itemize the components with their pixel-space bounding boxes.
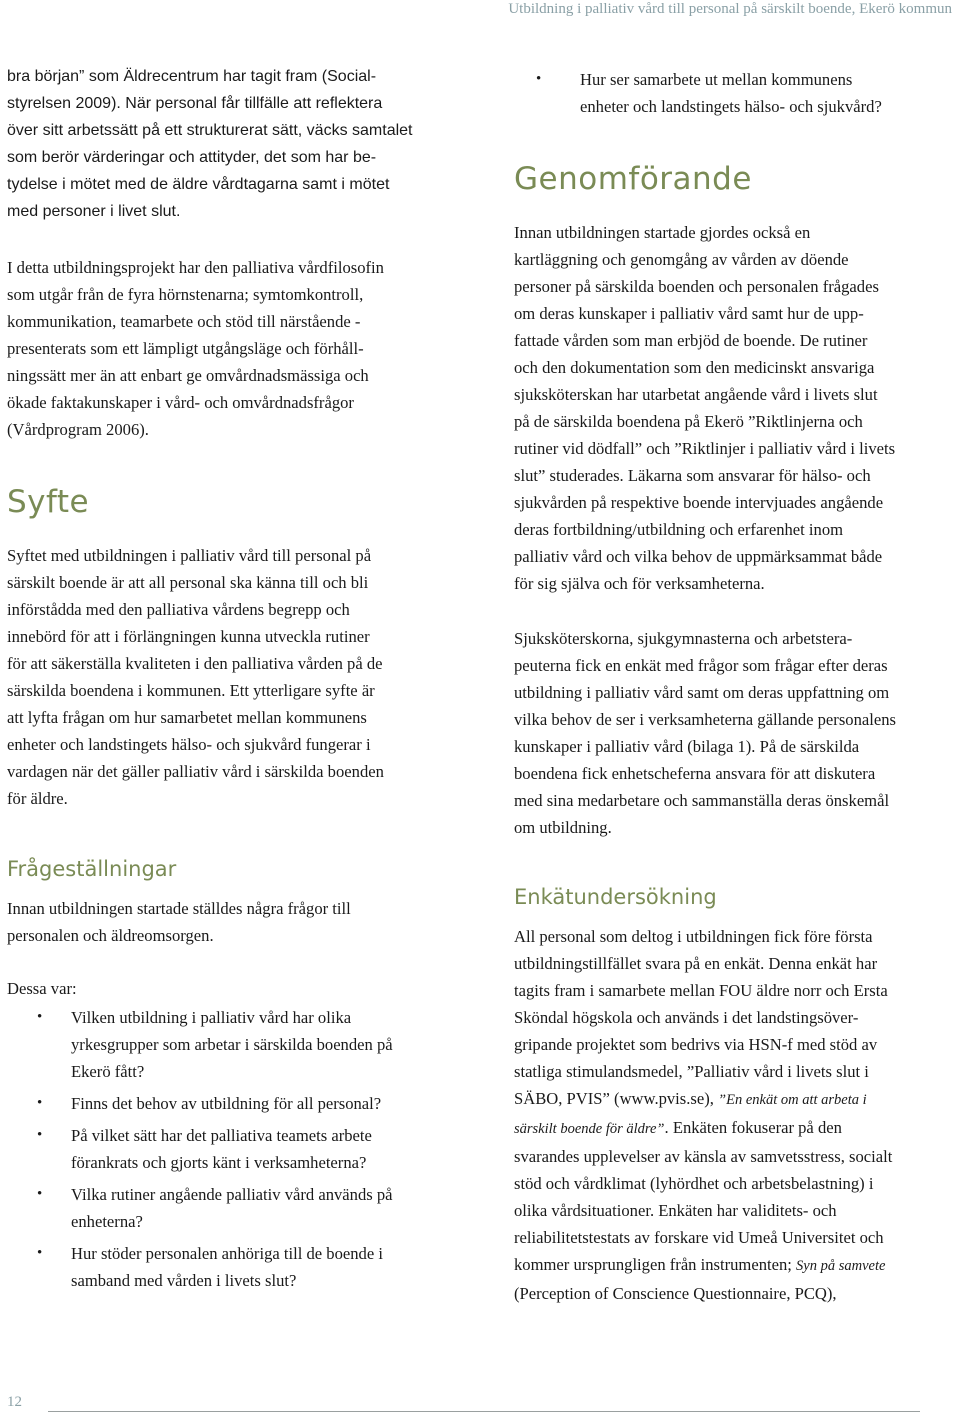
bullet-icon: • bbox=[37, 1009, 43, 1025]
text-line: Syftet med utbildningen i palliativ vård till personal på bbox=[7, 546, 372, 565]
text-line: utbildning i palliativ vård samt om deras uppfattning om bbox=[514, 683, 890, 702]
list-item bbox=[7, 1122, 452, 1176]
text-line: att lyfta frågan om hur samarbetet mellan kommunens bbox=[7, 708, 367, 727]
question-list-continued bbox=[514, 66, 954, 120]
text-line: på de särskilda boendena på Ekerö ”Riktlinjerna och bbox=[514, 412, 863, 431]
bullet-icon: • bbox=[536, 71, 542, 87]
text-line: enheterna? bbox=[71, 1212, 143, 1231]
list-item bbox=[514, 66, 954, 120]
philosophy-paragraph bbox=[7, 254, 452, 443]
text-line bbox=[514, 1085, 954, 1114]
list-item bbox=[7, 1181, 452, 1235]
text-line: deras fortbildning/utbildning och erfarenhet inom bbox=[514, 520, 844, 539]
text-line: Vilka rutiner angående palliativ vård används på bbox=[71, 1185, 393, 1204]
text-line: vardagen när det gäller palliativ vård i särskilda boenden bbox=[7, 762, 384, 781]
text-line: (Vårdprogram 2006). bbox=[7, 420, 149, 439]
page-number: 12 bbox=[7, 1394, 22, 1410]
text-line: Hur stöder personalen anhöriga till de boende i bbox=[71, 1244, 383, 1263]
text-line: sjuksköterskan har utarbetat angående vård i livets slut bbox=[514, 385, 878, 404]
text-line: gripande projektet som bedrivs via HSN-f med stöd av bbox=[514, 1035, 878, 1054]
text-line: kunskaper i palliativ vård (bilaga 1). På de särskilda bbox=[514, 737, 860, 756]
text-line: om utbildning. bbox=[514, 818, 612, 837]
text-line: vilka behov de ser i verksamheterna gällande personalens bbox=[514, 710, 896, 729]
text-line: över sitt arbetssätt på ett strukturerat sätt, väcks samtalet bbox=[7, 122, 413, 139]
text-line: tydelse i mötet med de äldre vårdtagarna samt i mötet bbox=[7, 176, 390, 193]
text-line: fattade vården som man erbjöd de boende. De rutiner bbox=[514, 331, 868, 350]
text-line: personalen och äldreomsorgen. bbox=[7, 926, 214, 945]
text-line: All personal som deltog i utbildningen fick före första bbox=[514, 927, 873, 946]
text-line: stöd och vårdklimat (lyhördhet och arbetsbelastning) i bbox=[514, 1174, 874, 1193]
text-line: som berör värderingar och attityder, det som har be- bbox=[7, 149, 377, 166]
fragestallningar-intro bbox=[7, 895, 452, 949]
text-line: och den dokumentation som den medicinskt ansvariga bbox=[514, 358, 875, 377]
intro-paragraph bbox=[7, 63, 452, 225]
text-line: enheter och landstingets hälso- och sjukvård? bbox=[580, 97, 882, 116]
text-line: kommunikation, teamarbete och stöd till närstående - bbox=[7, 312, 361, 331]
genomforande-paragraph bbox=[514, 219, 954, 597]
text-line: som utgår från de fyra hörnstenarna; symtomkontroll, bbox=[7, 285, 364, 304]
text-line: för sig själva och för verksamheterna. bbox=[514, 574, 765, 593]
text-line bbox=[514, 1114, 954, 1143]
syfte-heading: Syfte bbox=[7, 484, 90, 520]
text-line: utbildningstillfället svara på en enkät. Denna enkät har bbox=[514, 954, 878, 973]
text-line: peuterna fick en enkät med frågor som frågar efter deras bbox=[514, 656, 888, 675]
bullet-icon: • bbox=[37, 1245, 43, 1261]
text-line: bra början” som Äldrecentrum har tagit fram (Social- bbox=[7, 68, 377, 85]
bullet-icon: • bbox=[37, 1095, 43, 1111]
text-line: boendena fick enhetscheferna ansvara för att diskutera bbox=[514, 764, 876, 783]
text-line: om deras kunskaper i palliativ vård samt hur de upp- bbox=[514, 304, 864, 323]
text-line: svarandes upplevelser av känsla av samvetsstress, socialt bbox=[514, 1147, 893, 1166]
text-line: Hur ser samarbete ut mellan kommunens bbox=[580, 70, 853, 89]
text-line: ningssätt mer än att enbart ge omvårdnadsmässiga och bbox=[7, 366, 369, 385]
text-line: innebörd för att i förlängningen kunna utveckla rutiner bbox=[7, 627, 370, 646]
fragestallningar-heading: Frågeställningar bbox=[7, 857, 177, 881]
text-line: sjukvården på respektive boende intervjuades angående bbox=[514, 493, 884, 512]
text-line bbox=[514, 1251, 954, 1280]
text-line: kartläggning och genomgång av vården av döende bbox=[514, 250, 849, 269]
italic-title: ”En enkät om att arbeta i bbox=[718, 1092, 867, 1108]
text-line: särskilda boendena i kommunen. Ett ytterligare syfte är bbox=[7, 681, 375, 700]
text-line: Sjuksköterskorna, sjukgymnasterna och arbetstera- bbox=[514, 629, 853, 648]
text-line: införstådda med den palliativa vårdens begrepp och bbox=[7, 600, 350, 619]
sjukskoterskor-paragraph bbox=[514, 625, 954, 841]
text-line: Finns det behov av utbildning för all personal? bbox=[71, 1094, 382, 1113]
text-line: Innan utbildningen startade ställdes några frågor till bbox=[7, 899, 351, 918]
text-line: I detta utbildningsprojekt har den palliativa vårdfilosofin bbox=[7, 258, 384, 277]
text-line: rutiner vid dödfall” och ”Riktlinjer i palliativ vård i livets bbox=[514, 439, 896, 458]
italic-title: Syn på samvete bbox=[796, 1258, 886, 1274]
text-line: Sköndal högskola och används i det landstingsöver- bbox=[514, 1008, 859, 1027]
text-segment: kommer ursprungligen från instrumenten; bbox=[514, 1255, 797, 1274]
footer-divider bbox=[48, 1411, 920, 1412]
question-list bbox=[7, 1004, 452, 1294]
text-segment: . Enkäten fokuserar på den bbox=[664, 1118, 842, 1137]
running-header: Utbildning i palliativ vård till personal på särskilt boende, Ekerö kommun bbox=[508, 1, 952, 17]
text-line: tagits fram i samarbete mellan FOU äldre norr och Ersta bbox=[514, 981, 888, 1000]
text-line: palliativ vård och vilka behov de uppmärksammat både bbox=[514, 547, 883, 566]
text-line: presenterats som ett lämpligt utgångsläge och förhåll- bbox=[7, 339, 364, 358]
text-line: personer på särskilda boenden och personalen frågades bbox=[514, 277, 879, 296]
text-line: På vilket sätt har det palliativa teamets arbete bbox=[71, 1126, 372, 1145]
text-line: samband med vården i livets slut? bbox=[71, 1271, 297, 1290]
text-line: (Perception of Conscience Questionnaire, PCQ), bbox=[514, 1284, 837, 1303]
dessa-var-label bbox=[7, 975, 452, 1002]
text-line: Innan utbildningen startade gjordes också en bbox=[514, 223, 811, 242]
text-line: särskilt boende är att all personal ska känna till och bli bbox=[7, 573, 369, 592]
text-line: styrelsen 2009). När personal får tillfälle att reflektera bbox=[7, 95, 383, 112]
text-line: förankrats och gjorts känt i verksamheterna? bbox=[71, 1153, 367, 1172]
text-line: för äldre. bbox=[7, 789, 68, 808]
enkat-paragraph bbox=[514, 923, 954, 1307]
text-line: statliga stimulandsmedel, ”Palliativ vård i livets slut i bbox=[514, 1062, 869, 1081]
syfte-paragraph bbox=[7, 542, 452, 812]
text-line: med personer i livet slut. bbox=[7, 203, 181, 220]
list-item bbox=[7, 1090, 452, 1117]
genomforande-heading: Genomförande bbox=[514, 161, 752, 197]
text-line: med sina medarbetare och sammanställa deras önskemål bbox=[514, 791, 890, 810]
text-line: enheter och landstingets hälso- och sjukvård fungerar i bbox=[7, 735, 371, 754]
enkat-heading: Enkätundersökning bbox=[514, 885, 717, 909]
text-line: yrkesgrupper som arbetar i särskilda boenden på bbox=[71, 1035, 393, 1054]
text-line: olika vårdsituationer. Enkäten har validitets- och bbox=[514, 1201, 837, 1220]
bullet-icon: • bbox=[37, 1127, 43, 1143]
text-line: ökade faktakunskaper i vård- och omvårdnadsfrågor bbox=[7, 393, 354, 412]
bullet-icon: • bbox=[37, 1186, 43, 1202]
text-line: för att säkerställa kvaliteten i den palliativa vården på de bbox=[7, 654, 383, 673]
list-item bbox=[7, 1004, 452, 1085]
text-line: Dessa var: bbox=[7, 979, 77, 998]
list-item bbox=[7, 1240, 452, 1294]
text-line: reliabilitetstestats av forskare vid Umeå Universitet och bbox=[514, 1228, 884, 1247]
text-line: Ekerö fått? bbox=[71, 1062, 145, 1081]
text-segment: SÄBO, PVIS” (www.pvis.se), bbox=[514, 1089, 719, 1108]
italic-title: särskilt boende för äldre” bbox=[514, 1121, 665, 1137]
text-line: slut” studerades. Läkarna som ansvarar för hälso- och bbox=[514, 466, 871, 485]
text-line: Vilken utbildning i palliativ vård har olika bbox=[71, 1008, 352, 1027]
